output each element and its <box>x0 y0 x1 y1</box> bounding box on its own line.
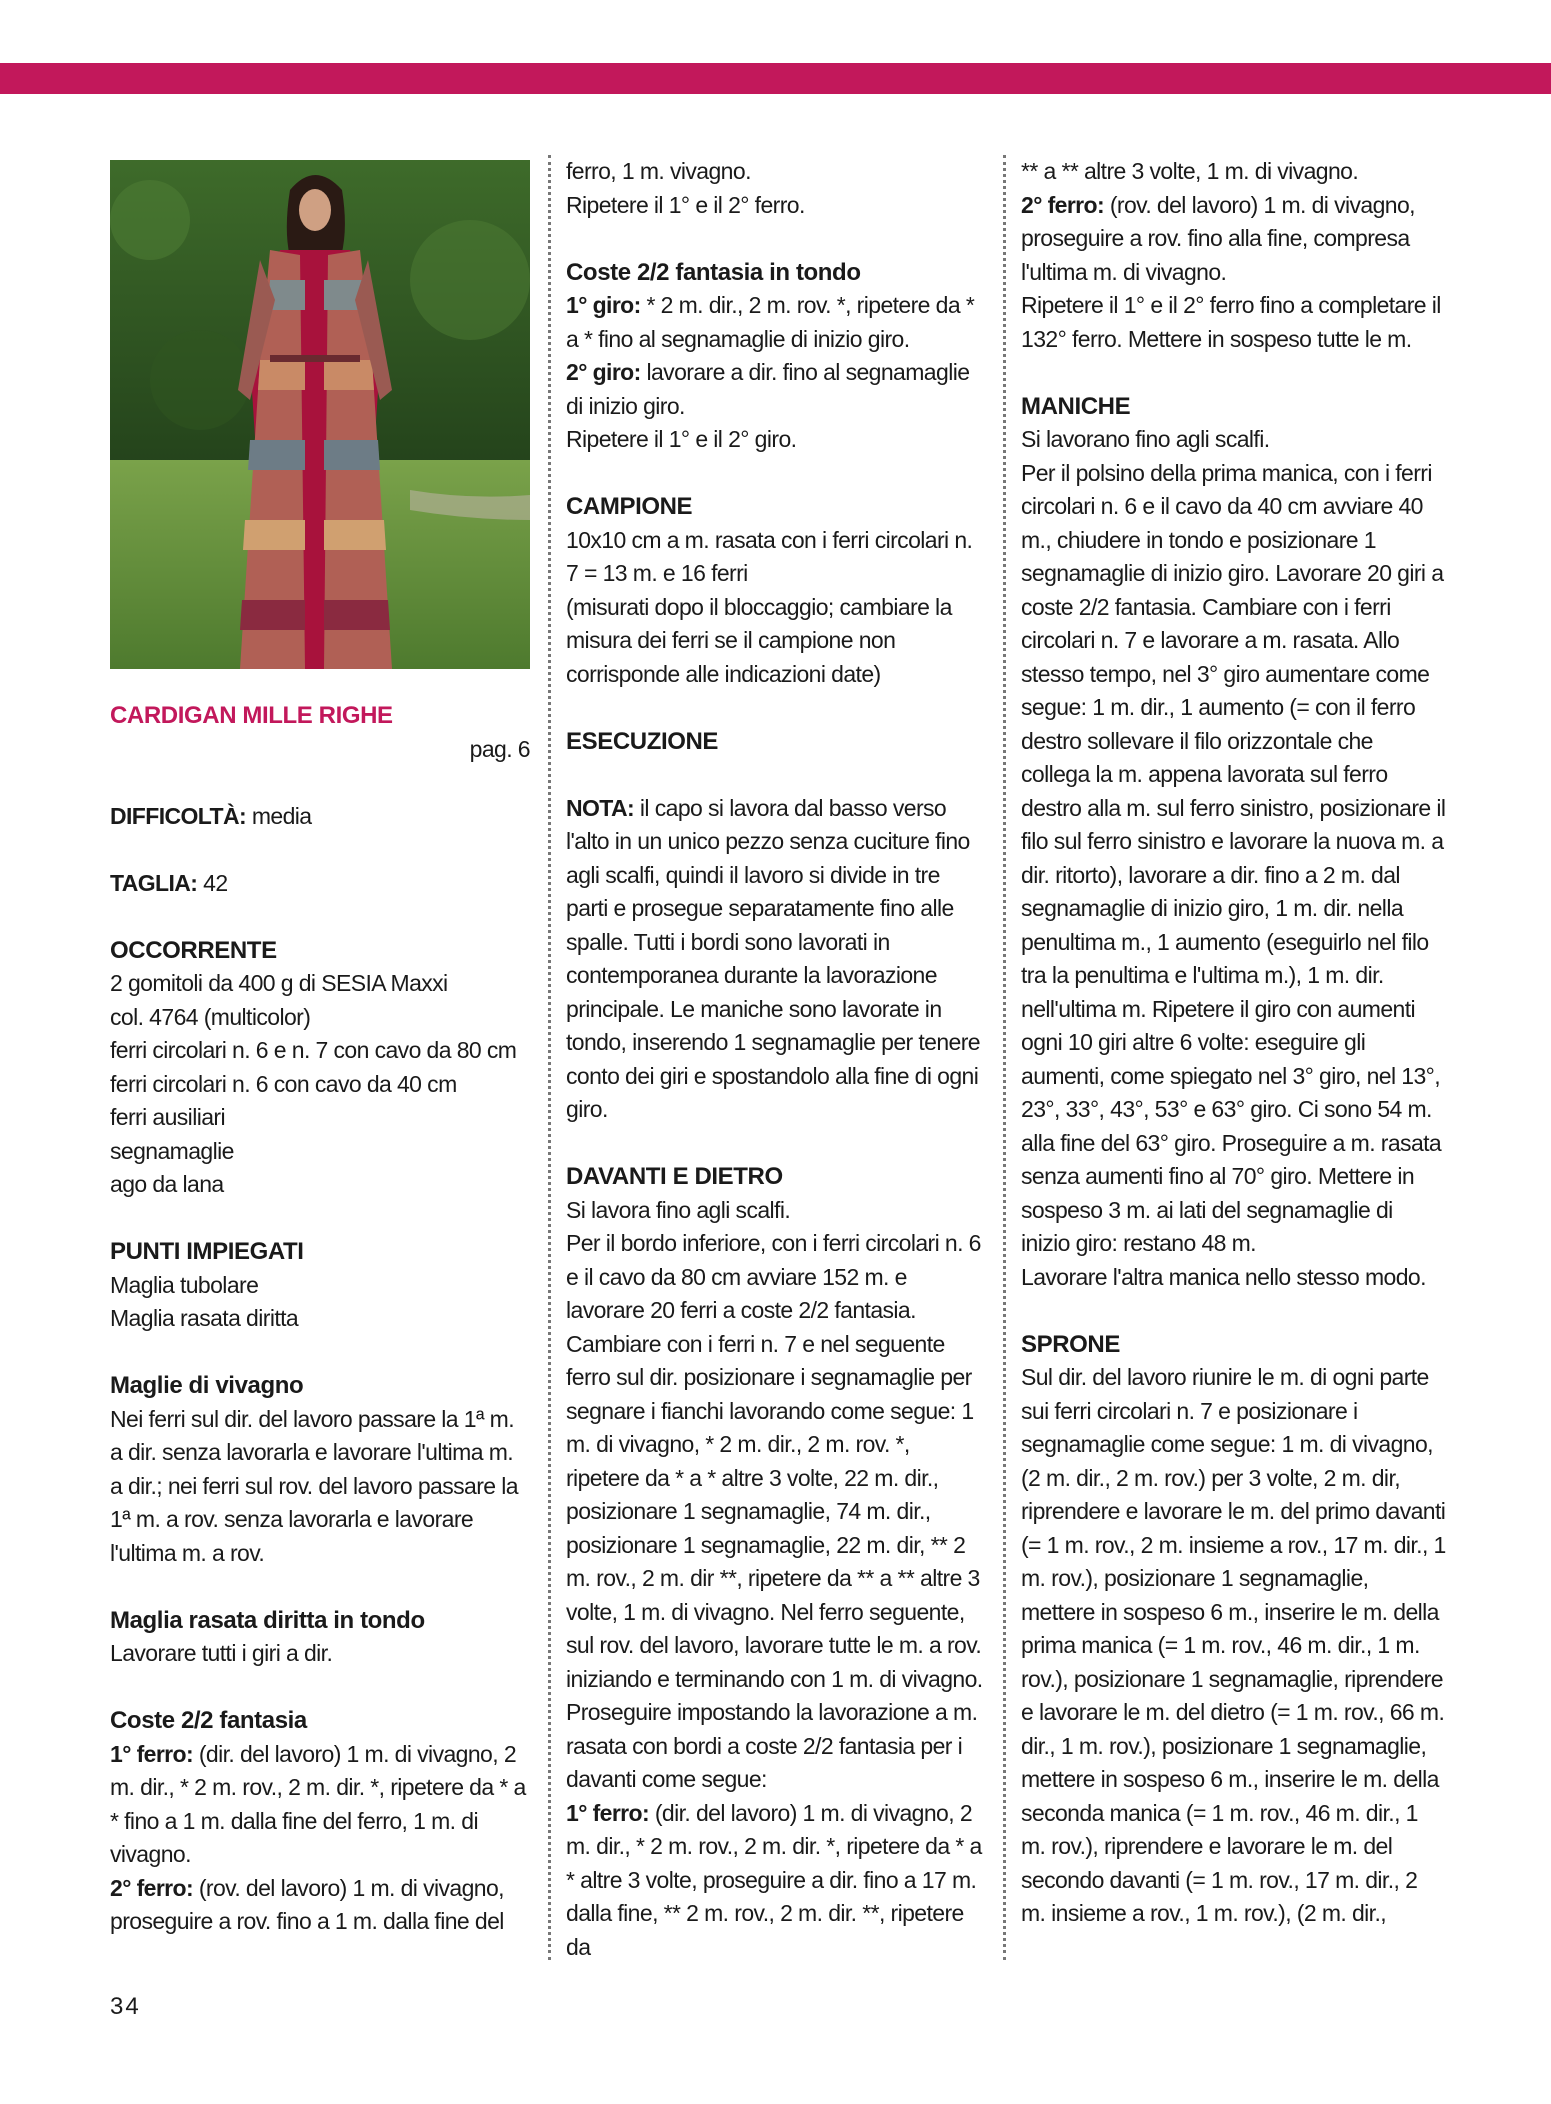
stockinette-round-text: Lavorare tutti i giri a dir. <box>110 1640 333 1666</box>
repeat-text: Ripetere il 1° e il 2° ferro. <box>566 191 805 218</box>
front-back-text-2: Proseguire impostando la lavorazione a m. rasata con bordi a coste 2/2 fantasia per i davanti come segue: <box>566 1699 978 1792</box>
column-3 <box>1021 155 1446 1931</box>
sleeves-text-2: Lavorare l'altra manica nello stesso modo. <box>1021 1263 1426 1290</box>
front-back-row-1: 1° ferro: (dir. del lavoro) 1 m. di vivagno, 2 m. dir., * 2 m. rov., 2 m. dir. *, ripetere da * a * altre 3 volte, proseguire a dir. fino a 17 m. dalla fine, ** 2 m. rov., 2 m. dir. **, ripetere da <box>566 1799 982 1960</box>
pattern-title: CARDIGAN MILLE RIGHE <box>110 702 393 729</box>
rib-round-2: 2° giro: lavorare a dir. fino al segnamaglie di inizio giro. <box>566 359 970 419</box>
top-accent-bar <box>0 63 1551 94</box>
column-separator <box>1003 155 1006 1960</box>
selvage-text: Nei ferri sul dir. del lavoro passare la 1ª m. a dir. senza lavorarla e lavorare l'ultima m. a dir.; nei ferri sul rov. del lavoro passare la 1ª m. a rov. senza lavorarla e lavorare l'ultima m. a rov. <box>110 1405 518 1566</box>
rib-round-repeat: Ripetere il 1° e il 2° giro. <box>566 426 797 452</box>
materials-item: 2 gomitoli da 400 g di SESIA Maxxi <box>110 970 448 996</box>
continued-text: ferro, 1 m. vivagno. <box>566 158 751 184</box>
materials-item: ferri circolari n. 6 con cavo da 40 cm <box>110 1070 457 1097</box>
cardigan-photo <box>110 160 530 669</box>
column-1 <box>110 160 530 1939</box>
page-number: 34 <box>110 1993 141 2020</box>
sleeves-text: Per il polsino della prima manica, con i ferri circolari n. 6 e il cavo da 40 cm avviare 40 m., chiudere in tondo e posizionare 1 segnamaglie di inizio giro. Lavorare 20 giri a coste 2/2 fantasia. Cambiare con i ferri circolari n. 7 e lavorare a m. rasata. Allo stesso tempo, nel 3° giro aumentare come segue: 1 m. dir., 1 aumento (= con il ferro destro sollevare il filo orizzontale che collega la m. appena lavorata sul ferro destro alla m. sul ferro sinistro, posizionare il filo sul ferro sinistro e lavorare la nuova m. a dir. ritorto), lavorare a dir. fino a 2 m. dal segnamaglie di inizio giro, 1 m. dir. nella penultima m., 1 aumento (eseguirlo nel filo tra la penultima e l'ultima m.), 1 m. dir. nell'ultima m. Ripetere il giro con aumenti ogni 10 giri altre 6 volte: eseguire gli aumenti, come spiegato nel 3° giro, nel 13°, 23°, 33°, 43°, 53° e 63° giro. Ci sono 54 m. alla fine del 63° giro. Proseguire a m. rasata senza aumenti fino al 70° giro. Mettere in sospeso 3 m. ai lati del segnamaglie di inizio giro: restano 48 m. <box>1021 459 1446 1256</box>
stitch-item: Maglia tubolare <box>110 1271 259 1298</box>
stockinette-round-heading: Maglia rasata diritta in tondo <box>110 1606 425 1634</box>
rib-heading: Coste 2/2 fantasia <box>110 1707 307 1734</box>
difficulty: DIFFICOLTÀ: media <box>110 802 312 829</box>
sleeves-heading: MANICHE <box>1021 392 1131 420</box>
stitches-heading: PUNTI IMPIEGATI <box>110 1238 304 1265</box>
repeat-text: Ripetere il 1° e il 2° ferro fino a completare il 132° ferro. Mettere in sospeso tutte le m. <box>1021 292 1441 352</box>
materials-item: ago da lana <box>110 1171 224 1197</box>
rib-row-2: 2° ferro: (rov. del lavoro) 1 m. di vivagno, proseguire a rov. fino a 1 m. dalla fine del <box>110 1874 504 1934</box>
execution-heading: ESECUZIONE <box>566 727 719 755</box>
front-back-row-2: 2° ferro: (rov. del lavoro) 1 m. di vivagno, proseguire a rov. fino alla fine, compresa l'ultima m. di vivagno. <box>1021 191 1415 285</box>
rib-row-1: 1° ferro: (dir. del lavoro) 1 m. di vivagno, 2 m. dir., * 2 m. rov., 2 m. dir. *, ripetere da * a * fino a 1 m. dalla fine del ferro, 1 m. di vivagno. <box>110 1740 526 1867</box>
execution-note: NOTA: il capo si lavora dal basso verso l'alto in un unico pezzo senza cuciture fino agli scalfi, quindi il lavoro si divide in tre parti e prosegue separatamente fino alle spalle. Tutti i bordi sono lavorati in contemporanea durante la lavorazione principale. Le maniche sono lavorate in tondo, inserendo 1 segnamaglie per tenere conto dei giri e spostandolo alla fine di ogni giro. <box>566 794 980 1122</box>
column-separator <box>548 155 551 1960</box>
rib-round-1: 1° giro: * 2 m. dir., 2 m. rov. *, ripetere da * a * fino al segnamaglie di inizio giro. <box>566 292 975 352</box>
selvage-heading: Maglie di vivagno <box>110 1372 304 1399</box>
materials-heading: OCCORRENTE <box>110 936 277 964</box>
continued-text: ** a ** altre 3 volte, 1 m. di vivagno. <box>1021 158 1359 184</box>
gauge-heading: CAMPIONE <box>566 493 693 520</box>
stitch-item: Maglia rasata diritta <box>110 1305 299 1331</box>
front-back-intro: Si lavora fino agli scalfi. <box>566 1196 791 1223</box>
size: TAGLIA: 42 <box>110 869 228 896</box>
materials-item: segnamaglie <box>110 1137 234 1164</box>
page-reference: pag. 6 <box>469 735 530 762</box>
rib-round-heading: Coste 2/2 fantasia in tondo <box>566 258 861 286</box>
column-2 <box>566 155 986 1964</box>
gauge-note: (misurati dopo il bloccaggio; cambiare la misura dei ferri se il campione non corrisponde alle indicazioni date) <box>566 593 952 687</box>
front-back-heading: DAVANTI E DIETRO <box>566 1163 783 1190</box>
materials-item: ferri circolari n. 6 e n. 7 con cavo da 80 cm <box>110 1037 517 1063</box>
yoke-heading: SPRONE <box>1021 1330 1120 1358</box>
materials-item: col. 4764 (multicolor) <box>110 1003 311 1030</box>
sleeves-intro: Si lavorano fino agli scalfi. <box>1021 426 1270 452</box>
front-back-text: Per il bordo inferiore, con i ferri circolari n. 6 e il cavo da 80 cm avviare 152 m. e lavorare 20 ferri a coste 2/2 fantasia. Cambiare con i ferri n. 7 e nel seguente ferro sul dir. posizionare i segnamaglie per segnare i fianchi lavorando come segue: 1 m. di vivagno, * 2 m. dir., 2 m. rov. *, ripetere da * a * altre 3 volte, 22 m. dir., posizionare 1 segnamaglie, 74 m. dir., posizionare 1 segnamaglie, 22 m. dir, ** 2 m. rov., 2 m. dir **, ripetere da ** a ** altre 3 volte, 1 m. di vivagno. Nel ferro seguente, sul rov. del lavoro, lavorare tutte le m. a rov. iniziando e terminando con 1 m. di vivagno. <box>566 1230 983 1692</box>
yoke-text: Sul dir. del lavoro riunire le m. di ogni parte sui ferri circolari n. 7 e posizionare i segnamaglie come segue: 1 m. di vivagno, (2 m. dir., 2 m. rov.) per 3 volte, 2 m. dir, riprendere e lavorare le m. del primo davanti (= 1 m. rov., 2 m. insieme a rov., 17 m. dir., 1 m. rov.), posizionare 1 segnamaglie, mettere in sospeso 6 m., inserire le m. della prima manica (= 1 m. rov., 46 m. dir., 1 m. rov.), posizionare 1 segnamaglie, riprendere e lavorare le m. del dietro (= 1 m. rov., 66 m. dir., 1 m. rov.), posizionare 1 segnamaglie, mettere in sospeso 6 m., inserire le m. della seconda manica (= 1 m. rov., 46 m. dir., 1 m. rov.), riprendere e lavorare le m. del secondo davanti (= 1 m. rov., 17 m. dir., 2 m. insieme a rov., 1 m. rov.), (2 m. dir., <box>1021 1364 1446 1926</box>
materials-item: ferri ausiliari <box>110 1104 225 1130</box>
gauge-text: 10x10 cm a m. rasata con i ferri circolari n. 7 = 13 m. e 16 ferri <box>566 526 973 586</box>
